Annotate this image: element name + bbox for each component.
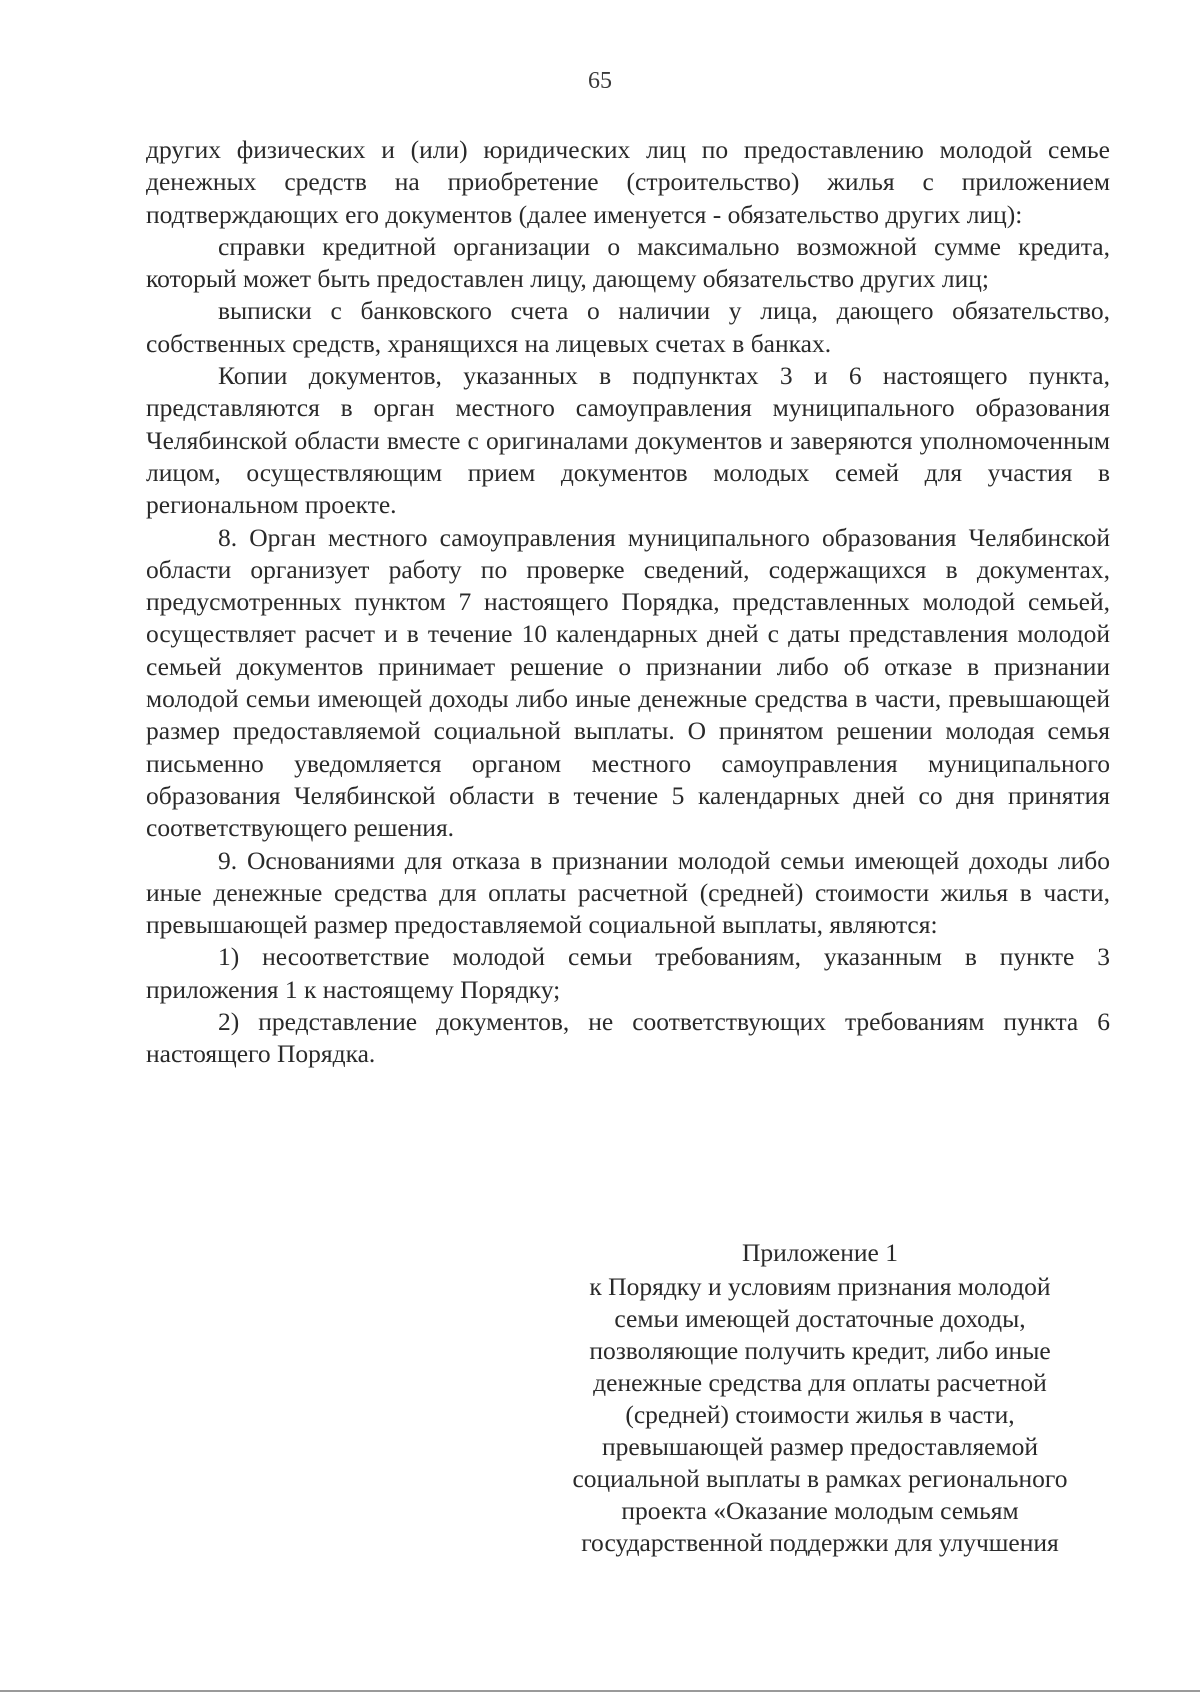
appendix-line: денежные средства для оплаты расчетной <box>593 1368 1047 1397</box>
appendix-line: позволяющие получить кредит, либо иные <box>589 1336 1051 1365</box>
scan-edge-line <box>0 1690 1200 1692</box>
appendix-header <box>540 1237 1100 1559</box>
appendix-line: превышающей размер предоставляемой <box>601 1432 1039 1461</box>
appendix-title: Приложение 1 <box>742 1238 898 1267</box>
paragraph-reason-2: 2) представление документов, не соответствующих требованиям пункта 6 настоящего Порядка. <box>146 1007 1110 1069</box>
paragraph-credit-certificate: справки кредитной организации о максимально возможной сумме кредита, который может быть предоставлен лицу, дающему обязательство других лиц; <box>146 231 1110 294</box>
appendix-line: семьи имеющей достаточные доходы, <box>614 1304 1026 1333</box>
paragraph-item-8: 8. Орган местного самоуправления муниципального образования Челябинской области организует работу по проверке сведений, содержащихся в документах, предусмотренных пунктом 7 настоящего Порядка, представленных молодой семьей, осуществляет расчет и в течение 10 календарных дней с даты представления молодой семьей документов принимает решение о признании либо об отказе в признании молодой семьи имеющей доходы либо иные денежные средства в части, превышающей размер предоставляемой социальной выплаты. О принятом решении молодая семья письменно уведомляется органом местного самоуправления муниципального образования Челябинской области в течение 5 календарных дней со дня принятия соответствующего решения. <box>146 522 1110 843</box>
appendix-line: государственной поддержки для улучшения <box>581 1528 1059 1557</box>
paragraph-bank-statement: выписки с банковского счета о наличии у лица, дающего обязательство, собственных средств, хранящихся на лицевых счетах в банках. <box>146 296 1110 358</box>
appendix-line: (средней) стоимости жилья в части, <box>625 1400 1015 1429</box>
paragraph-item-9: 9. Основаниями для отказа в признании молодой семьи имеющей доходы либо иные денежные средства для оплаты расчетной (средней) стоимости жилья в части, превышающей размер предоставляемой социальной выплаты, являются: <box>146 845 1110 940</box>
page-number: 65 <box>588 68 612 94</box>
paragraph-document-copies: Копии документов, указанных в подпунктах 3 и 6 настоящего пункта, представляются в орган местного самоуправления муниципального образования Челябинской области вместе с оригиналами документов и заверяются уполномоченным лицом, осуществляющим прием документов молодых семей для участия в региональном проекте. <box>146 361 1110 520</box>
appendix-line: проекта «Оказание молодым семьям <box>621 1496 1019 1525</box>
paragraph-continuation: других физических и (или) юридических лиц по предоставлению молодой семье денежных средств на приобретение (строительство) жилья с приложением подтверждающих его документов (далее именуется - обязательство других лиц): <box>146 135 1110 229</box>
appendix-line: к Порядку и условиям признания молодой <box>589 1272 1051 1301</box>
body-text <box>146 134 1110 1071</box>
appendix-line: социальной выплаты в рамках регионального <box>572 1464 1068 1493</box>
paragraph-reason-1: 1) несоответствие молодой семьи требованиям, указанным в пункте 3 приложения 1 к настоящему Порядку; <box>146 942 1110 1004</box>
